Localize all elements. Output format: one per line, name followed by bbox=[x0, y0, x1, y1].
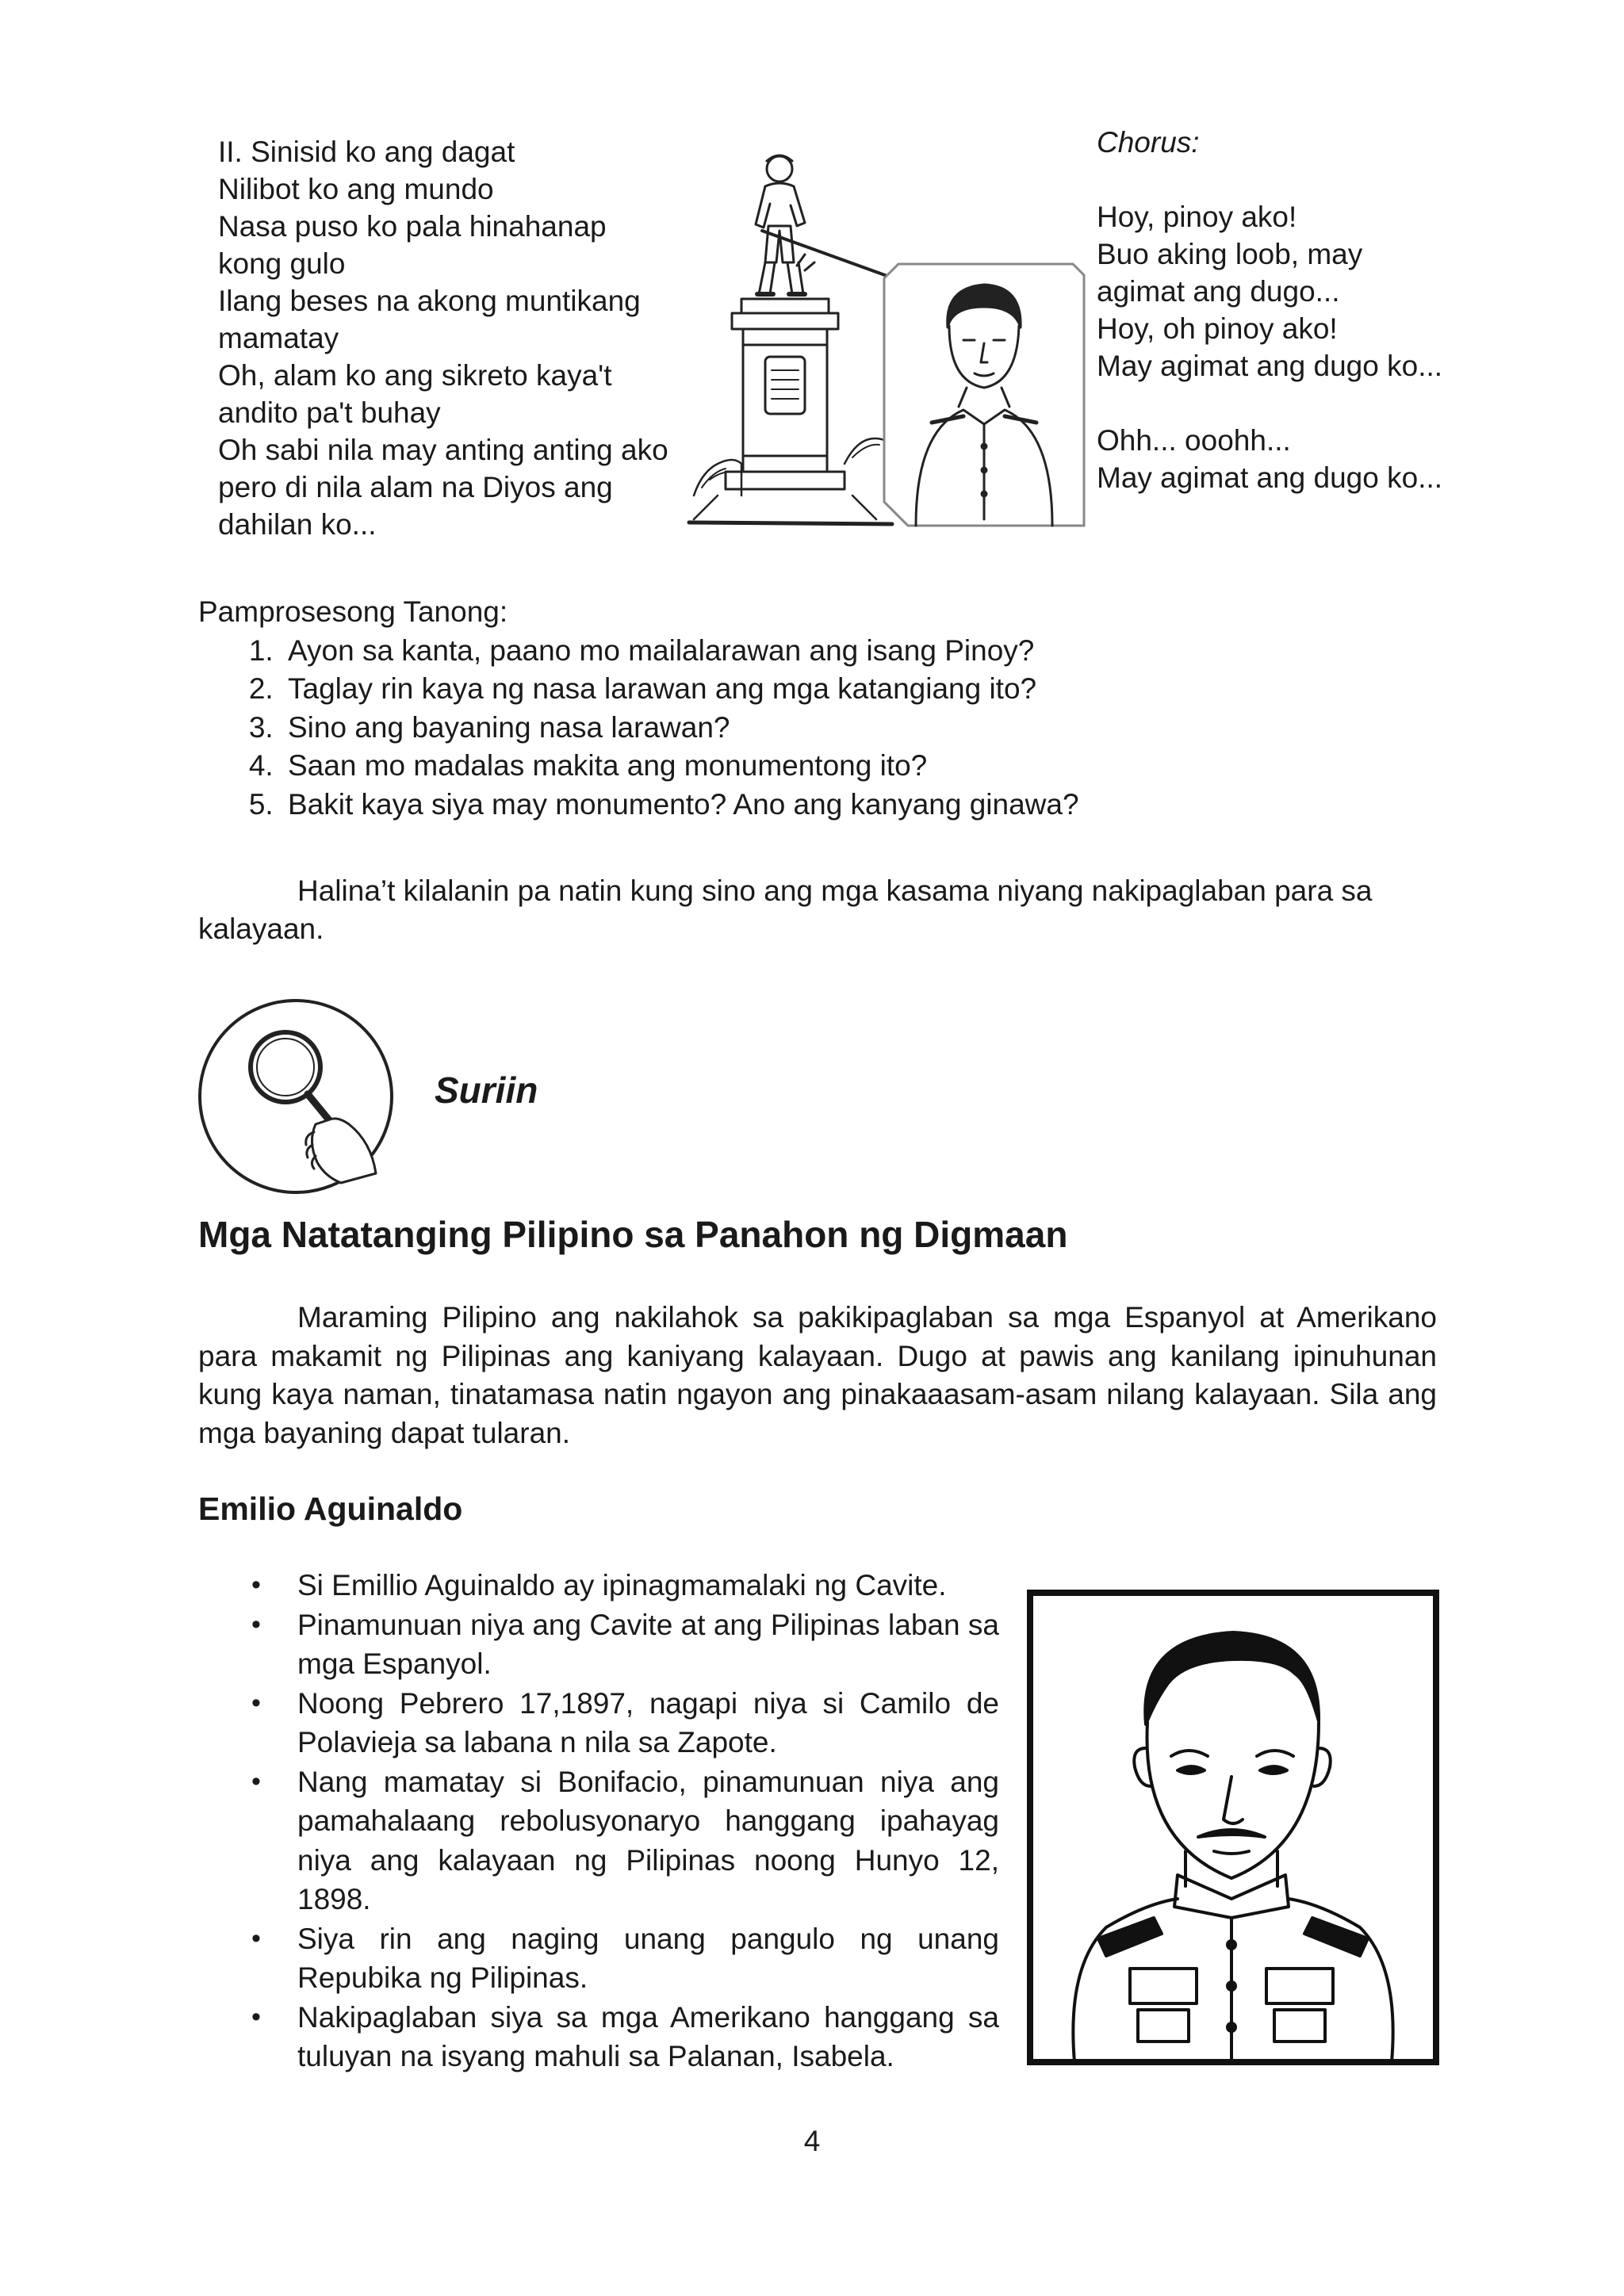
question-item: 5. Bakit kaya siya may monumento? Ano ang kanyang ginawa? bbox=[282, 786, 1079, 825]
chorus-line: May agimat ang dugo ko... bbox=[1097, 350, 1443, 382]
verse-line: Nasa puso ko pala hinahanap bbox=[218, 210, 607, 243]
verse-line: kong gulo bbox=[218, 247, 346, 280]
list-item: • Nang mamatay si Bonifacio, pinamunuan niya ang pamahalaang rebolusyonaryo hanggang ipahayag niya ang kalayaan ng Pilipinas noong Hunyo 12, 1898. bbox=[242, 1762, 999, 1919]
question-item: 3. Sino ang bayaning nasa larawan? bbox=[282, 709, 1079, 748]
chorus-line: Buo aking loob, may bbox=[1097, 238, 1363, 270]
intro-paragraph: Halina’t kilalanin pa natin kung sino ang mga kasama niyang nakipaglaban para sa kalayaan. bbox=[198, 874, 1373, 945]
song-chorus bbox=[1097, 124, 1541, 496]
verse-line: Oh sabi nila may anting anting ako bbox=[218, 434, 668, 466]
verse-line: andito pa't buhay bbox=[218, 396, 441, 429]
verse-line: Ilang beses na akong muntikang bbox=[218, 285, 641, 317]
magnifying-glass-icon bbox=[197, 997, 395, 1196]
question-item: 1. Ayon sa kanta, paano mo mailalarawan ang isang Pinoy? bbox=[282, 632, 1079, 671]
chorus-line: Ohh... ooohh... bbox=[1097, 424, 1291, 457]
song-verse bbox=[218, 133, 694, 543]
list-item: • Pinamunuan niya ang Cavite at ang Pilipinas laban sa mga Espanyol. bbox=[242, 1605, 999, 1684]
chorus-line: Hoy, oh pinoy ako! bbox=[1097, 312, 1338, 345]
hero-name: Emilio Aguinaldo bbox=[198, 1490, 463, 1527]
chorus-line: agimat ang dugo... bbox=[1097, 275, 1340, 308]
monument-illustration bbox=[686, 147, 1098, 527]
verse-line: Oh, alam ko ang sikreto kaya't bbox=[218, 359, 612, 392]
list-item: • Noong Pebrero 17,1897, nagapi niya si Camilo de Polavieja sa labana n nila sa Zapote. bbox=[242, 1684, 999, 1762]
question-item: 4. Saan mo madalas makita ang monumentong ito? bbox=[282, 747, 1079, 786]
main-heading: Mga Natatanging Pilipino sa Panahon ng Digmaan bbox=[198, 1214, 1068, 1255]
main-paragraph: Maraming Pilipino ang nakilahok sa pakikipaglaban sa mga Espanyol at Amerikano para makamit ng Pilipinas ang kaniyang kalayaan. Dugo at pawis ang kanilang ipinuhunan kung kaya naman, tinatamasa natin ngayon ang pinakaaasam-asam nilang kalayaan. Sila ang mga bayaning dapat tularan. bbox=[198, 1301, 1437, 1449]
chorus-line: Hoy, pinoy ako! bbox=[1097, 201, 1297, 233]
verse-line: Nilibot ko ang mundo bbox=[218, 173, 494, 205]
chorus-label: Chorus: bbox=[1097, 126, 1200, 159]
verse-line: mamatay bbox=[218, 322, 339, 354]
question-item: 2. Taglay rin kaya ng nasa larawan ang mga katangiang ito? bbox=[282, 670, 1079, 709]
questions-heading: Pamprosesong Tanong: bbox=[198, 595, 508, 628]
chorus-line: May agimat ang dugo ko... bbox=[1097, 461, 1443, 494]
page-number: 4 bbox=[803, 2125, 821, 2157]
list-item: • Siya rin ang naging unang pangulo ng unang Repubika ng Pilipinas. bbox=[242, 1919, 999, 1998]
list-item: • Si Emillio Aguinaldo ay ipinagmamalaki ng Cavite. bbox=[242, 1566, 999, 1605]
verse-line: dahilan ko... bbox=[218, 508, 377, 541]
section-title: Suriin bbox=[435, 1070, 538, 1111]
verse-line: pero di nila alam na Diyos ang bbox=[218, 471, 613, 503]
processing-questions bbox=[198, 593, 1079, 824]
aguinaldo-portrait bbox=[1027, 1590, 1439, 2065]
verse-line: II. Sinisid ko ang dagat bbox=[218, 136, 515, 168]
hero-facts bbox=[242, 1566, 999, 2076]
list-item: • Nakipaglaban siya sa mga Amerikano hanggang sa tuluyan na isyang mahuli sa Palanan, Isabela. bbox=[242, 1998, 999, 2076]
